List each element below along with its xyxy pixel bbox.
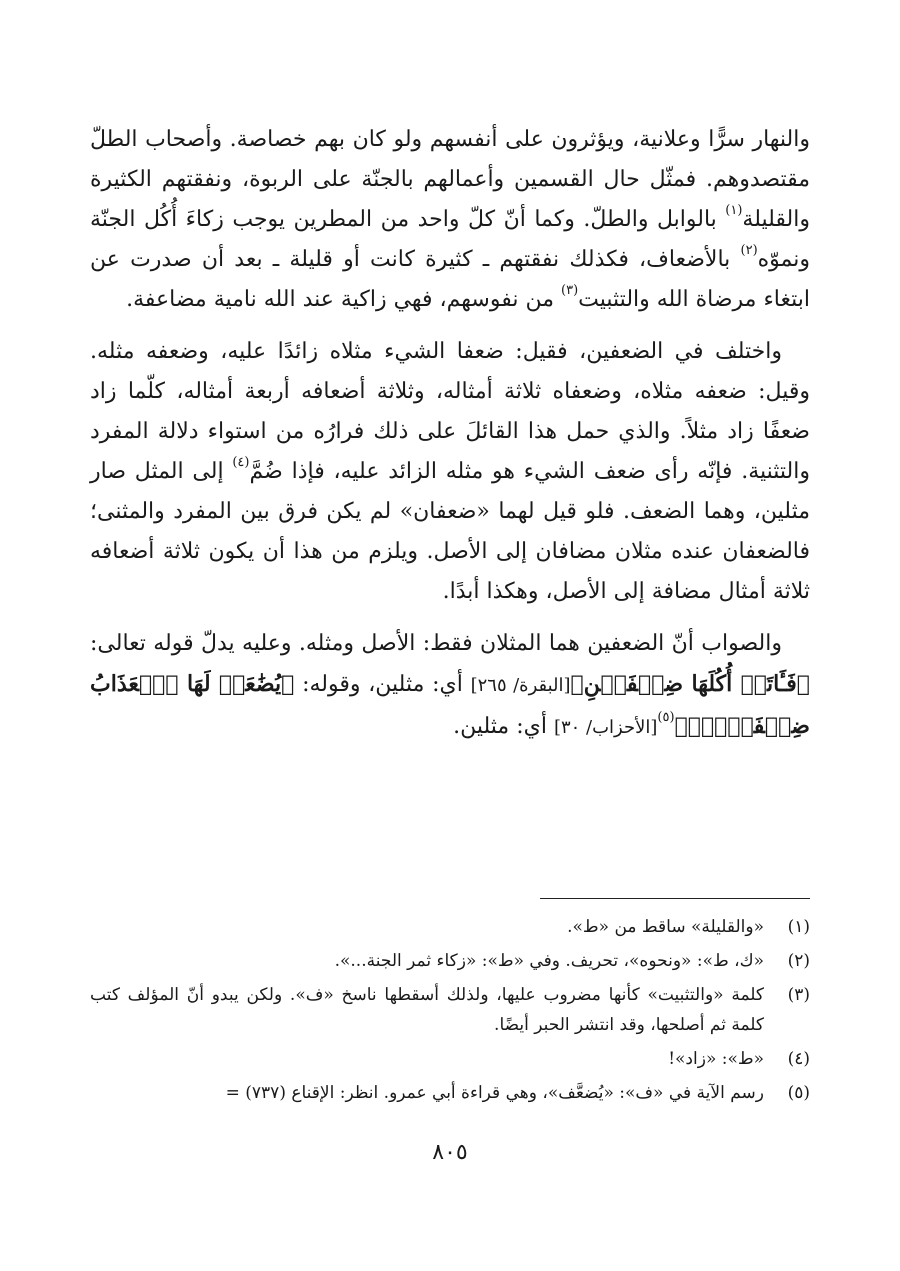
p3-text-b: أي: مثلين، وقوله: — [294, 672, 471, 697]
p3-text-c: أي: مثلين. — [453, 714, 554, 739]
p2-text-b: إلى المثل صار مثلين، وهما الضعف. فلو قيل لهما «ضعفان» لم يكن فرق بين المفرد والمثنى؛ فالضعفان عنده مثلان مضافان إلى الأصل. ويلزم من هذا أن يكون ثلاثة أضعافه ثلاثة أمثال مضافة إلى الأصل، وهكذا أبدًا. — [90, 459, 810, 604]
footnote-ref-4[interactable]: (٤) — [232, 455, 250, 470]
footnote-number: (١) — [787, 917, 810, 937]
footnote-number: (٤) — [787, 1049, 810, 1069]
footnotes-section — [90, 912, 810, 1112]
footnote-number: (٢) — [787, 951, 810, 971]
footnote-1 — [90, 912, 810, 942]
paragraph-3 — [90, 624, 810, 748]
verse-citation-2: [الأحزاب/ ٣٠] — [553, 717, 658, 738]
footnote-3 — [90, 980, 810, 1040]
footnote-text: رسم الآية في «ف»: «يُضعَّف»، وهي قراءة أبي عمرو. انظر: الإقناع (٧٣٧) = — [225, 1083, 764, 1103]
p1-text-c: بالأضعاف، فكذلك نفقتهم ـ كثيرة كانت أو قليلة ـ بعد أن صدرت عن ابتغاء مرضاة الله والتثبيت — [90, 247, 810, 312]
p1-text-d: من نفوسهم، فهي زاكية عند الله نامية مضاعفة. — [126, 287, 562, 312]
quran-verse-2: ﴿يُضَٰعَفۡ لَهَا ٱلۡعَذَابُ ضِعۡفَيۡنِۚ﴾ — [90, 671, 810, 739]
footnote-ref-3[interactable]: (٣) — [561, 283, 579, 298]
footnote-number: (٥) — [787, 1083, 810, 1103]
p3-text-a: والصواب أنّ الضعفين هما المثلان فقط: الأصل ومثله. وعليه يدلّ قوله تعالى: — [90, 631, 782, 656]
footnote-4 — [90, 1044, 810, 1074]
main-text — [90, 120, 810, 748]
footnote-ref-1[interactable]: (١) — [725, 203, 743, 218]
p1-text-b: بالوابل والطلّ. وكما أنّ كلّ واحد من المطرين يوجب زكاءَ أُكُل الجنّة ونموّه — [90, 207, 810, 272]
footnote-ref-2[interactable]: (٢) — [740, 243, 758, 258]
quran-verse-1: ﴿فَـَٔاتَتۡ أُكُلَهَا ضِعۡفَيۡنِ﴾ — [570, 671, 810, 697]
footnote-text: «والقليلة» ساقط من «ط». — [567, 917, 764, 937]
verse-citation-1: [البقرة/ ٢٦٥] — [470, 675, 571, 696]
footnote-5 — [90, 1078, 810, 1108]
footnote-text: «ط»: «زاد»! — [668, 1049, 764, 1069]
p2-text-a: واختلف في الضعفين، فقيل: ضعفا الشيء مثلاه زائدًا عليه، وضعفه مثله. وقيل: ضعفه مثلاه، وضعفاه ثلاثة أمثاله، وثلاثة أضعافه أربعة أمثاله، كلّما زاد ضعفًا زاد مثلاً. والذي حمل هذا القائلَ على ذلك فرارُه من استواء دلالة المفرد والتثنية. فإنّه رأى ضعف الشيء هو مثله الزائد عليه، فإذا ضُمَّ — [90, 339, 810, 484]
page-number: ٨٠٥ — [432, 1140, 468, 1165]
footnote-separator — [540, 898, 810, 899]
footnote-text: كلمة «والتثبيت» كأنها مضروب عليها، ولذلك أسقطها ناسخ «ف». ولكن يبدو أنّ المؤلف كتب كلمة ثم أصلحها، وقد انتشر الحبر أيضًا. — [90, 985, 764, 1035]
footnote-ref-5[interactable]: (٥) — [657, 710, 675, 725]
paragraph-2 — [90, 332, 810, 612]
paragraph-1 — [90, 120, 810, 320]
footnote-text: «ك، ط»: «ونحوه»، تحريف. وفي «ط»: «زكاء ثمر الجنة...». — [334, 951, 764, 971]
p1-text-a: والنهار سرًّا وعلانية، ويؤثرون على أنفسهم ولو كان بهم خصاصة. وأصحاب الطلّ مقتصدوهم. فمثّل حال القسمين وأعمالهم بالجنّة على الربوة، ونفقتهم الكثيرة والقليلة — [90, 127, 810, 232]
footnote-number: (٣) — [787, 985, 810, 1005]
footnote-2 — [90, 946, 810, 976]
